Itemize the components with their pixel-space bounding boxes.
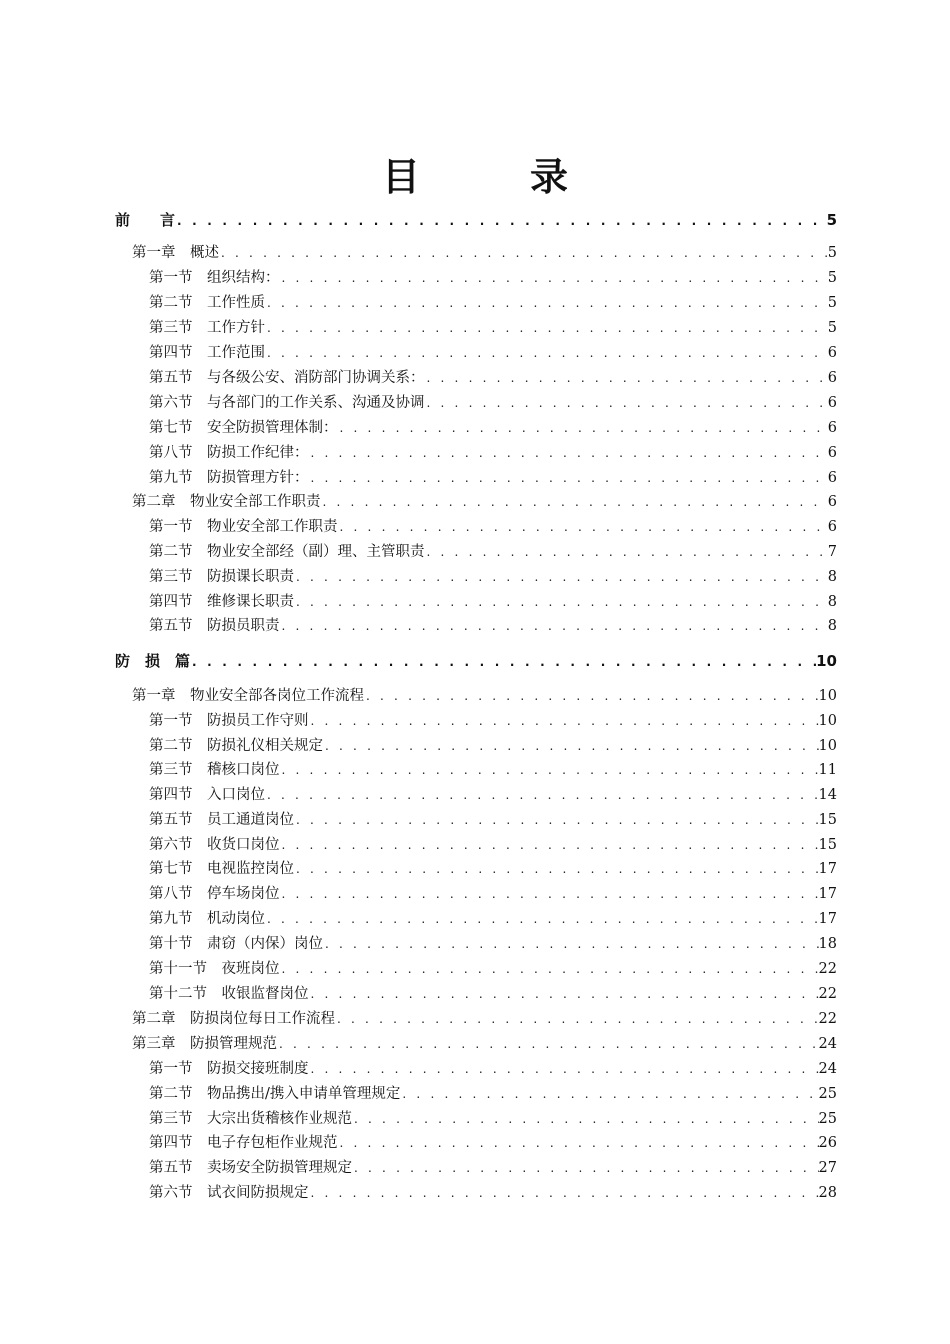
toc-entry-label: 第一节 组织结构： bbox=[149, 270, 280, 286]
toc-entry-section[interactable] bbox=[149, 416, 837, 440]
toc-entry-label: 第七节 安全防损管理体制： bbox=[149, 420, 338, 436]
toc-dot-leader bbox=[309, 441, 828, 465]
toc-entry-page-number: 10 bbox=[818, 713, 837, 729]
toc-entry-section[interactable] bbox=[149, 515, 837, 539]
toc-entry-label: 第八节 停车场岗位 bbox=[149, 886, 280, 902]
toc-entry-label: 第二节 物业安全部经（副）理、主管职责 bbox=[149, 544, 425, 560]
toc-dot-leader bbox=[323, 734, 819, 758]
toc-entry-label: 第八节 防损工作纪律： bbox=[149, 445, 309, 461]
toc-entry-page-number: 22 bbox=[818, 986, 837, 1002]
toc-dot-leader bbox=[277, 1032, 819, 1056]
toc-dot-leader bbox=[352, 1107, 819, 1131]
toc-entry-page-number: 5 bbox=[827, 320, 837, 336]
toc-entry-label: 第四节 电子存包柜作业规范 bbox=[149, 1135, 338, 1151]
toc-entry-label: 第九节 防损管理方针： bbox=[149, 470, 309, 486]
toc-entry-label: 第三节 稽核口岗位 bbox=[149, 762, 280, 778]
toc-dot-leader bbox=[265, 291, 828, 315]
toc-dot-leader bbox=[280, 833, 819, 857]
toc-entry-part[interactable] bbox=[115, 208, 837, 232]
toc-entry-label: 第一节 防损员工作守则 bbox=[149, 713, 309, 729]
toc-entry-label: 第六节 与各部门的工作关系、沟通及协调 bbox=[149, 395, 425, 411]
toc-entry-section[interactable] bbox=[149, 833, 837, 857]
toc-entry-label: 第十一节 夜班岗位 bbox=[149, 961, 280, 977]
toc-entry-label: 第二节 工作性质 bbox=[149, 295, 265, 311]
toc-entry-page-number: 5 bbox=[827, 270, 837, 286]
toc-entry-page-number: 6 bbox=[827, 470, 837, 486]
toc-entry-label: 第一节 物业安全部工作职责 bbox=[149, 519, 338, 535]
toc-dot-leader bbox=[294, 590, 828, 614]
toc-entry-section[interactable] bbox=[149, 758, 837, 782]
toc-dot-leader bbox=[425, 366, 828, 390]
toc-entry-page-number: 18 bbox=[818, 936, 837, 952]
toc-entry-section[interactable] bbox=[149, 391, 837, 415]
toc-entry-section[interactable] bbox=[149, 366, 837, 390]
toc-entry-section[interactable] bbox=[149, 932, 837, 956]
toc-entry-section[interactable] bbox=[149, 341, 837, 365]
toc-entry-page-number: 10 bbox=[818, 738, 837, 754]
toc-entry-page-number: 8 bbox=[827, 618, 837, 634]
toc-entry-label: 第五节 防损员职责 bbox=[149, 618, 280, 634]
toc-dot-leader bbox=[309, 1057, 819, 1081]
toc-entry-page-number: 15 bbox=[818, 837, 837, 853]
toc-dot-leader bbox=[280, 882, 819, 906]
toc-entry-section[interactable] bbox=[149, 1057, 837, 1081]
toc-entry-section[interactable] bbox=[149, 1156, 837, 1180]
toc-entry-section[interactable] bbox=[149, 808, 837, 832]
toc-entry-page-number: 22 bbox=[818, 961, 837, 977]
toc-entry-section[interactable] bbox=[149, 1181, 837, 1205]
toc-entry-page-number: 28 bbox=[818, 1185, 837, 1201]
toc-dot-leader bbox=[425, 391, 828, 415]
toc-entry-label: 第六节 试衣间防损规定 bbox=[149, 1185, 309, 1201]
toc-entry-label: 第五节 与各级公安、消防部门协调关系： bbox=[149, 370, 425, 386]
toc-entry-page-number: 5 bbox=[827, 245, 837, 261]
toc-entry-label: 第四节 工作范围 bbox=[149, 345, 265, 361]
toc-entry-page-number: 6 bbox=[827, 370, 837, 386]
toc-entry-page-number: 6 bbox=[827, 395, 837, 411]
toc-entry-page-number: 22 bbox=[818, 1011, 837, 1027]
toc-entry-label: 第二节 防损礼仪相关规定 bbox=[149, 738, 323, 754]
page-title: 目 录 bbox=[381, 155, 604, 199]
toc-dot-leader bbox=[338, 515, 828, 539]
toc-entry-page-number: 14 bbox=[818, 787, 837, 803]
toc-dot-leader bbox=[280, 957, 819, 981]
toc-dot-leader bbox=[323, 932, 819, 956]
toc-entry-page-number: 7 bbox=[827, 544, 837, 560]
toc-entry-label: 第四节 入口岗位 bbox=[149, 787, 265, 803]
toc-dot-leader bbox=[309, 1181, 819, 1205]
toc-entry-label: 第一章 物业安全部各岗位工作流程 bbox=[132, 688, 364, 704]
toc-dot-leader bbox=[219, 241, 828, 265]
toc-entry-section[interactable] bbox=[149, 734, 837, 758]
toc-entry-page-number: 17 bbox=[818, 886, 837, 902]
toc-entry-section[interactable] bbox=[149, 709, 837, 733]
toc-entry-section[interactable] bbox=[149, 1082, 837, 1106]
toc-entry-chapter[interactable] bbox=[132, 684, 837, 708]
toc-dot-leader bbox=[265, 907, 819, 931]
toc-dot-leader bbox=[294, 808, 819, 832]
toc-entry-chapter[interactable] bbox=[132, 490, 837, 514]
toc-dot-leader bbox=[309, 466, 828, 490]
toc-entry-section[interactable] bbox=[149, 291, 837, 315]
toc-entry-chapter[interactable] bbox=[132, 1007, 837, 1031]
toc-entry-section[interactable] bbox=[149, 857, 837, 881]
toc-entry-label: 第六节 收货口岗位 bbox=[149, 837, 280, 853]
toc-entry-label: 第三节 防损课长职责 bbox=[149, 569, 294, 585]
toc-entry-label: 第五节 员工通道岗位 bbox=[149, 812, 294, 828]
toc-dot-leader bbox=[338, 416, 828, 440]
toc-entry-page-number: 17 bbox=[818, 861, 837, 877]
toc-entry-page-number: 25 bbox=[818, 1111, 837, 1127]
toc-entry-label: 前 言 bbox=[115, 211, 176, 229]
toc-entry-section[interactable] bbox=[149, 441, 837, 465]
toc-entry-section[interactable] bbox=[149, 316, 837, 340]
toc-entry-page-number: 6 bbox=[827, 345, 837, 361]
toc-entry-page-number: 25 bbox=[818, 1086, 837, 1102]
toc-entry-section[interactable] bbox=[149, 982, 837, 1006]
toc-dot-leader bbox=[352, 1156, 819, 1180]
toc-entry-label: 第二节 物品携出/携入申请单管理规定 bbox=[149, 1086, 401, 1102]
toc-entry-page-number: 6 bbox=[827, 445, 837, 461]
toc-entry-page-number: 8 bbox=[827, 569, 837, 585]
toc-dot-leader bbox=[294, 565, 828, 589]
toc-entry-label: 第三节 工作方针 bbox=[149, 320, 265, 336]
toc-dot-leader bbox=[335, 1007, 819, 1031]
toc-entry-page-number: 15 bbox=[818, 812, 837, 828]
toc-dot-leader bbox=[309, 709, 819, 733]
toc-entry-page-number: 10 bbox=[818, 688, 837, 704]
toc-dot-leader bbox=[280, 266, 828, 290]
toc-dot-leader bbox=[400, 1082, 818, 1106]
toc-entry-page-number: 6 bbox=[827, 494, 837, 510]
toc-entry-page-number: 6 bbox=[827, 519, 837, 535]
toc-entry-section[interactable] bbox=[149, 614, 837, 638]
toc-dot-leader bbox=[309, 982, 819, 1006]
toc-entry-label: 第二章 防损岗位每日工作流程 bbox=[132, 1011, 335, 1027]
toc-entry-label: 第十节 肃窃（内保）岗位 bbox=[149, 936, 323, 952]
toc-entry-page-number: 24 bbox=[818, 1061, 837, 1077]
toc-dot-leader bbox=[338, 1131, 819, 1155]
toc-entry-page-number: 24 bbox=[818, 1036, 837, 1052]
toc-entry-label: 第三节 大宗出货稽核作业规范 bbox=[149, 1111, 352, 1127]
toc-entry-section[interactable] bbox=[149, 783, 837, 807]
toc-dot-leader bbox=[294, 857, 819, 881]
toc-entry-label: 第七节 电视监控岗位 bbox=[149, 861, 294, 877]
toc-entry-page-number: 6 bbox=[827, 420, 837, 436]
toc-entry-page-number: 8 bbox=[827, 594, 837, 610]
toc-entry-page-number: 11 bbox=[818, 762, 837, 778]
toc-entry-section[interactable] bbox=[149, 590, 837, 614]
toc-dot-leader bbox=[425, 540, 828, 564]
toc-entry-label: 防 损 篇 bbox=[115, 652, 191, 670]
toc-entry-section[interactable] bbox=[149, 957, 837, 981]
toc-dot-leader bbox=[364, 684, 819, 708]
toc-entry-label: 第一节 防损交接班制度 bbox=[149, 1061, 309, 1077]
toc-dot-leader bbox=[265, 341, 828, 365]
toc-dot-leader bbox=[280, 758, 819, 782]
toc-entry-page-number: 26 bbox=[818, 1135, 837, 1151]
toc-entry-chapter[interactable] bbox=[132, 241, 837, 265]
toc-dot-leader bbox=[280, 614, 828, 638]
toc-dot-leader bbox=[321, 490, 828, 514]
toc-dot-leader bbox=[190, 650, 816, 674]
toc-entry-page-number: 17 bbox=[818, 911, 837, 927]
toc-entry-label: 第九节 机动岗位 bbox=[149, 911, 265, 927]
toc-entry-label: 第一章 概述 bbox=[132, 245, 219, 261]
toc-entry-label: 第五节 卖场安全防损管理规定 bbox=[149, 1160, 352, 1176]
toc-entry-label: 第二章 物业安全部工作职责 bbox=[132, 494, 321, 510]
toc-entry-page-number: 10 bbox=[816, 652, 837, 670]
toc-entry-page-number: 5 bbox=[826, 211, 837, 229]
toc-dot-leader bbox=[265, 783, 819, 807]
toc-entry-section[interactable] bbox=[149, 540, 837, 564]
toc-entry-section[interactable] bbox=[149, 882, 837, 906]
toc-dot-leader bbox=[175, 209, 827, 233]
toc-entry-label: 第十二节 收银监督岗位 bbox=[149, 986, 309, 1002]
toc-entry-chapter[interactable] bbox=[132, 1032, 837, 1056]
toc-entry-part[interactable] bbox=[115, 649, 837, 673]
toc-entry-section[interactable] bbox=[149, 1107, 837, 1131]
toc-entry-section[interactable] bbox=[149, 266, 837, 290]
toc-dot-leader bbox=[265, 316, 828, 340]
toc-entry-page-number: 27 bbox=[818, 1160, 837, 1176]
toc-entry-label: 第三章 防损管理规范 bbox=[132, 1036, 277, 1052]
toc-entry-section[interactable] bbox=[149, 907, 837, 931]
toc-entry-section[interactable] bbox=[149, 565, 837, 589]
toc-entry-label: 第四节 维修课长职责 bbox=[149, 594, 294, 610]
toc-entry-section[interactable] bbox=[149, 466, 837, 490]
toc-entry-section[interactable] bbox=[149, 1131, 837, 1155]
toc-entry-page-number: 5 bbox=[827, 295, 837, 311]
